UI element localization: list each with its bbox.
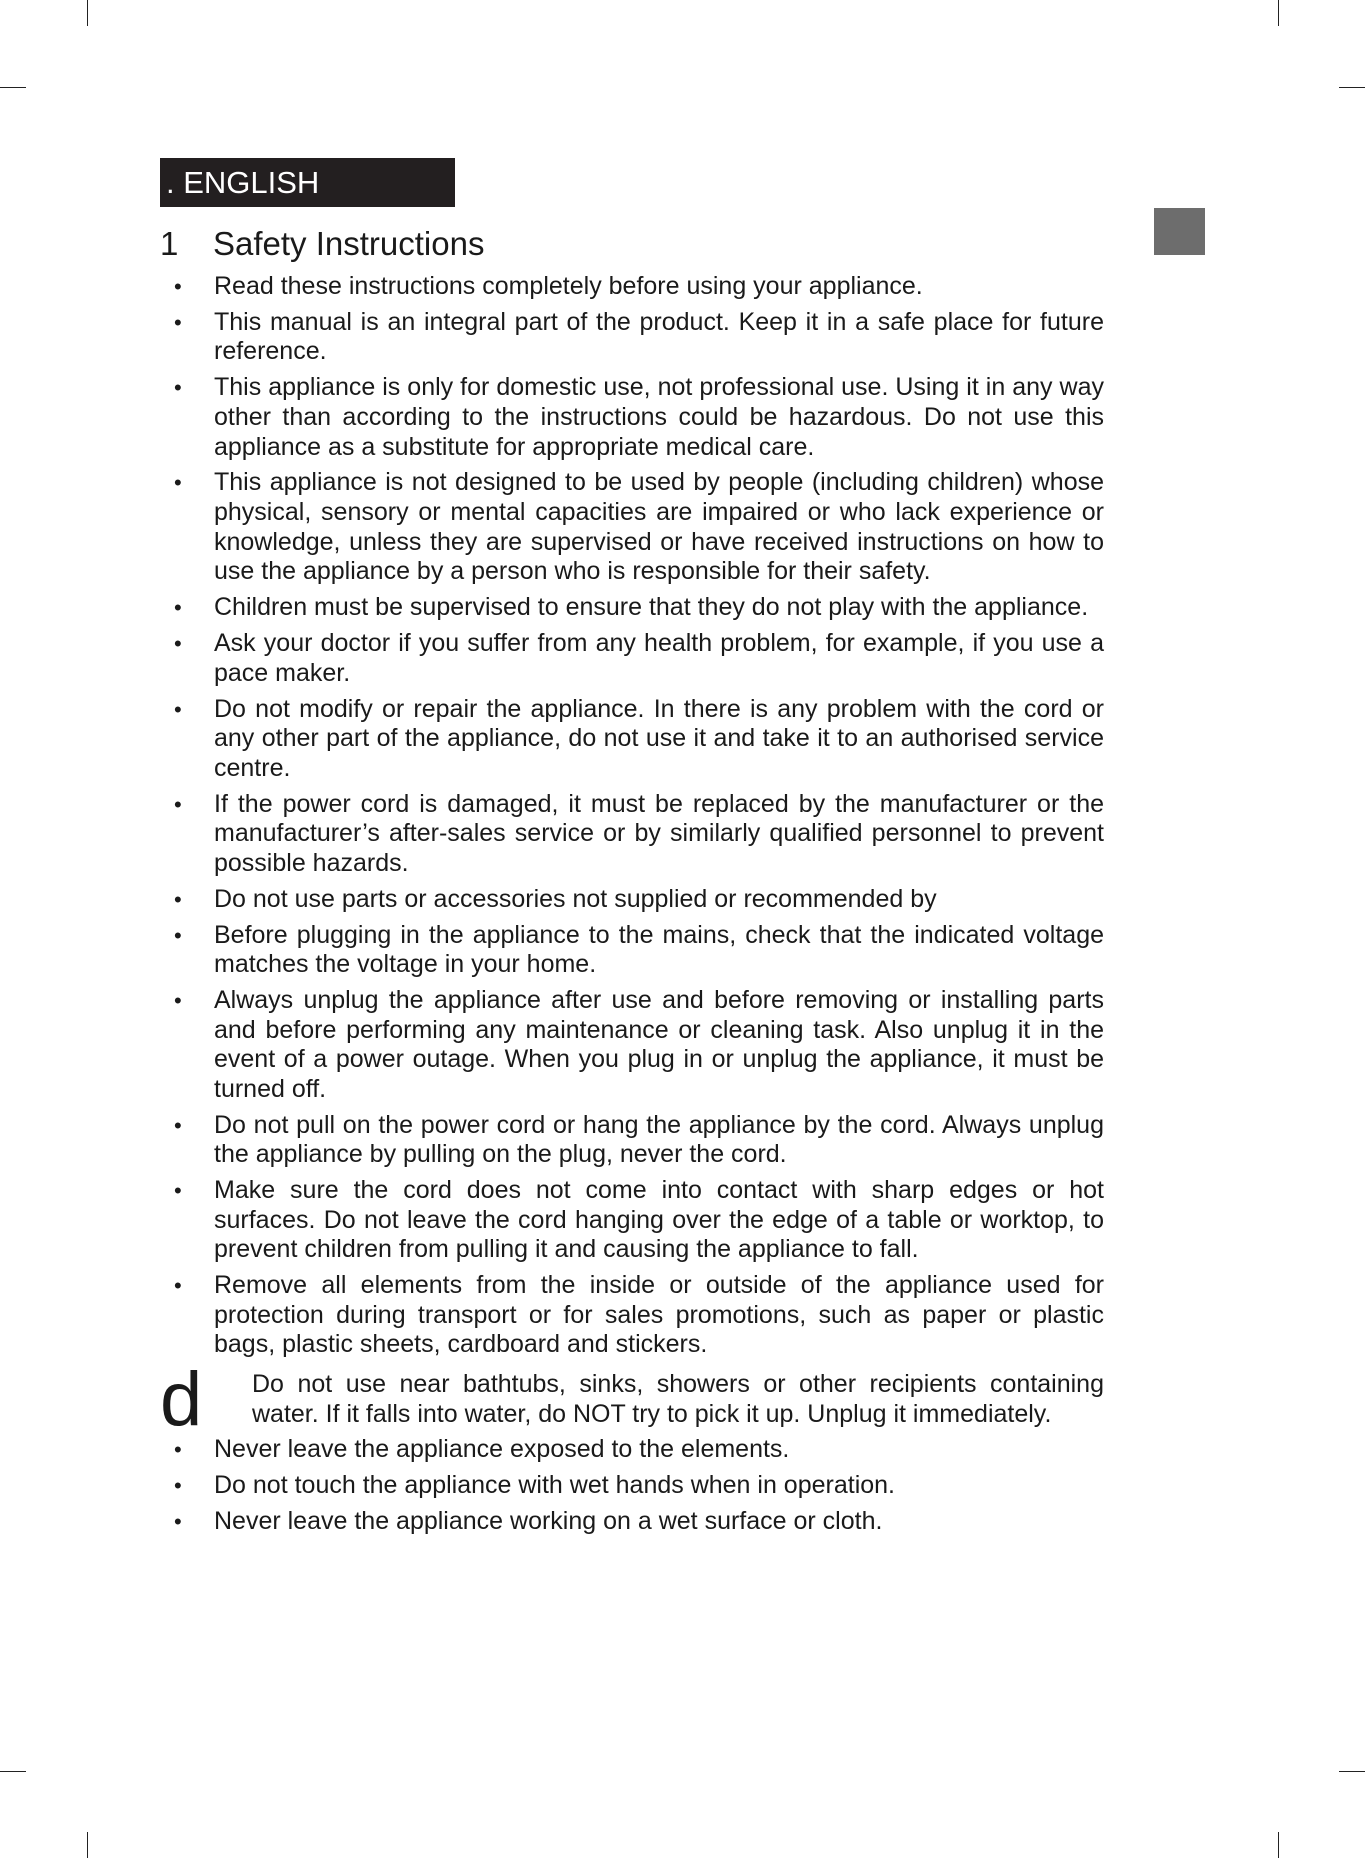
instruction-text: Always unplug the appliance after use and before removing or installing parts and before performing any maintenance or cleaning task. Also unplug it in the event of a power outage. When you plug in or unplug the appliance, it must be turned off. — [214, 986, 1104, 1103]
instruction-text: Remove all elements from the inside or outside of the appliance used for protection during transport or for sales promotions, such as paper or plastic bags, plastic sheets, cardboard and stickers. — [214, 1271, 1104, 1359]
instruction-item — [174, 1271, 1104, 1360]
section-number: 1 — [160, 225, 179, 262]
bullet-icon: • — [174, 922, 182, 948]
instruction-list-top — [174, 272, 1104, 1360]
bullet-icon: • — [174, 595, 182, 621]
instruction-text: Do not use parts or accessories not supplied or recommended by — [214, 884, 937, 913]
instruction-text: Do not modify or repair the appliance. In there is any problem with the cord or any other part of the appliance, do not use it and take it to an authorised service centre. — [214, 694, 1104, 782]
bullet-icon: • — [174, 470, 182, 496]
instruction-text: This manual is an integral part of the product. Keep it in a safe place for future reference. — [214, 307, 1104, 366]
instruction-item — [174, 308, 1104, 367]
bullet-icon: • — [174, 988, 182, 1014]
instruction-item — [174, 1111, 1104, 1170]
instruction-item — [174, 885, 1104, 915]
instruction-item — [174, 790, 1104, 879]
bullet-icon: • — [174, 1112, 182, 1138]
bullet-icon: • — [174, 1437, 182, 1463]
instruction-text: Before plugging in the appliance to the mains, check that the indicated voltage matches the voltage in your home. — [214, 920, 1104, 979]
instruction-text: Make sure the cord does not come into contact with sharp edges or hot surfaces. Do not leave the cord hanging over the edge of a table or worktop, to prevent children from pulling it and causing the appliance to fall. — [214, 1176, 1104, 1264]
instruction-text: Never leave the appliance working on a wet surface or cloth. — [214, 1507, 883, 1536]
bullet-icon: • — [174, 1509, 182, 1535]
warning-block — [160, 1357, 1104, 1443]
instruction-item — [174, 468, 1104, 586]
crop-mark-top-right — [1278, 0, 1279, 26]
instruction-text: Read these instructions completely before using your appliance. — [214, 272, 923, 300]
instruction-item — [174, 1435, 1104, 1465]
instruction-item — [174, 629, 1104, 688]
crop-mark-left-top — [0, 87, 26, 88]
section-side-tab — [1154, 208, 1205, 255]
bullet-icon: • — [174, 1178, 182, 1204]
instruction-text: If the power cord is damaged, it must be replaced by the manufacturer or the manufacturer’s after-sales service or by similarly qualified personnel to prevent possible hazards. — [214, 789, 1104, 877]
bullet-icon: • — [174, 274, 182, 299]
crop-mark-left-bottom — [0, 1771, 26, 1772]
instruction-item — [174, 593, 1104, 623]
instruction-item — [174, 272, 1104, 302]
section-title — [160, 222, 484, 266]
bullet-icon: • — [174, 791, 182, 817]
section-title-text: Safety Instructions — [213, 225, 485, 262]
warning-text: Do not use near bathtubs, sinks, showers or other recipients containing water. If it falls into water, do NOT try to pick it up. Unplug it immediately. — [252, 1370, 1104, 1428]
instruction-item — [174, 921, 1104, 980]
instruction-text: Do not touch the appliance with wet hands when in operation. — [214, 1471, 896, 1500]
bullet-icon: • — [174, 1473, 182, 1499]
instruction-list-bottom — [174, 1435, 1104, 1536]
crop-mark-right-top — [1339, 87, 1365, 88]
crop-mark-top-left — [87, 0, 88, 26]
instruction-item — [174, 986, 1104, 1104]
safety-instructions-list — [160, 272, 1104, 1543]
instruction-text: Ask your doctor if you suffer from any health problem, for example, if you use a pace maker. — [214, 629, 1104, 687]
instruction-text: Never leave the appliance exposed to the elements. — [214, 1435, 790, 1464]
instruction-text: This appliance is not designed to be used by people (including children) whose physical, sensory or mental capacities are impaired or who lack experience or knowledge, unless they are supervised or have received instructions on how to use the appliance by a person who is responsible for their safety. — [214, 468, 1104, 586]
instruction-text: This appliance is only for domestic use, not professional use. Using it in any way other than according to the instructions could be hazardous. Do not use this appliance as a substitute for appropriate medical care. — [214, 373, 1104, 461]
instruction-item — [174, 695, 1104, 784]
language-header: . ENGLISH — [160, 158, 455, 207]
instruction-item — [174, 1507, 1104, 1537]
crop-mark-bottom-right — [1278, 1832, 1279, 1858]
instruction-text: Do not pull on the power cord or hang the appliance by the cord. Always unplug the appliance by pulling on the plug, never the cord. — [214, 1110, 1104, 1169]
warning-icon: d — [160, 1357, 203, 1443]
crop-mark-right-bottom — [1339, 1771, 1365, 1772]
bullet-icon: • — [174, 375, 182, 401]
instruction-text: Children must be supervised to ensure that they do not play with the appliance. — [214, 593, 1089, 622]
bullet-icon: • — [174, 309, 182, 335]
bullet-icon: • — [174, 696, 182, 722]
crop-mark-bottom-left — [87, 1832, 88, 1858]
bullet-icon: • — [174, 1273, 182, 1299]
instruction-item — [174, 1176, 1104, 1265]
instruction-item — [174, 373, 1104, 462]
bullet-icon: • — [174, 631, 182, 657]
bullet-icon: • — [174, 886, 182, 912]
instruction-item — [174, 1471, 1104, 1501]
